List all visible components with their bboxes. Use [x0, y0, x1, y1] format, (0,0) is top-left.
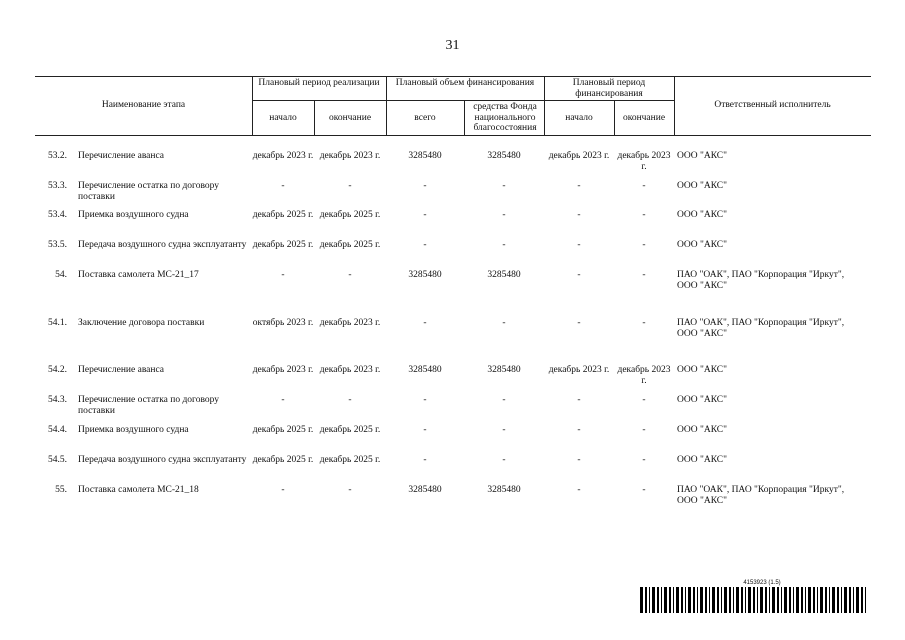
header-volume-group: Плановый объем финансирования: [395, 78, 535, 88]
header-end: окончание: [328, 113, 372, 123]
barcode-icon: [640, 587, 870, 613]
row-stage-name: Приемка воздушного судна: [78, 210, 189, 220]
row-stage-name: Перечисление аванса: [78, 365, 165, 375]
row-stage-name: Передача воздушного судна эксплуатанту: [78, 455, 247, 465]
header-period-group: Плановый период реализации: [258, 78, 380, 88]
row-start: декабрь 2025 г.: [252, 425, 314, 435]
row-number: 54.3.: [48, 395, 67, 405]
row-executor: ООО "АКС": [677, 210, 728, 220]
row-start: декабрь 2025 г.: [252, 455, 314, 465]
row-total: 3285480: [408, 485, 442, 495]
header-top-rule: [35, 76, 871, 77]
row-number: 53.4.: [48, 210, 67, 220]
header-mid-rule: [252, 100, 674, 101]
row-fin-start: -: [577, 485, 581, 495]
row-stage-name: Перечисление остатка по договору поставки: [78, 181, 220, 202]
row-number: 55.: [55, 485, 67, 495]
header-start: начало: [269, 113, 297, 123]
row-executor: ООО "АКС": [677, 181, 728, 191]
row-number: 54.4.: [48, 425, 67, 435]
table-header: [35, 76, 871, 136]
row-total: 3285480: [408, 270, 442, 280]
row-fund: -: [502, 181, 506, 191]
row-fund: -: [502, 240, 506, 250]
row-fin-end: -: [642, 425, 646, 435]
row-stage-name: Передача воздушного судна эксплуатанту: [78, 240, 247, 250]
row-number: 54.2.: [48, 365, 67, 375]
row-fund: 3285480: [487, 485, 521, 495]
row-total: -: [423, 425, 427, 435]
header-fin-end: окончание: [622, 113, 666, 123]
row-total: -: [423, 210, 427, 220]
row-end: декабрь 2025 г.: [319, 425, 381, 435]
row-end: декабрь 2025 г.: [319, 240, 381, 250]
row-number: 54.5.: [48, 455, 67, 465]
row-fin-end: -: [642, 318, 646, 328]
row-executor: ООО "АКС": [677, 425, 728, 435]
row-start: декабрь 2025 г.: [252, 240, 314, 250]
row-start: декабрь 2023 г.: [252, 365, 314, 375]
row-fund: 3285480: [487, 270, 521, 280]
row-end: -: [348, 395, 352, 405]
row-fin-start: -: [577, 270, 581, 280]
row-total: -: [423, 455, 427, 465]
row-fund: -: [502, 395, 506, 405]
row-end: -: [348, 485, 352, 495]
row-fin-end: -: [642, 181, 646, 191]
row-start: -: [281, 485, 285, 495]
row-stage-name: Перечисление остатка по договору поставки: [78, 395, 220, 416]
row-fund: -: [502, 210, 506, 220]
row-stage-name: Заключение договора поставки: [78, 318, 205, 328]
row-executor: ООО "АКС": [677, 151, 728, 161]
page-number: 31: [445, 38, 460, 53]
row-fin-start: -: [577, 395, 581, 405]
row-end: декабрь 2023 г.: [319, 151, 381, 161]
row-executor: ООО "АКС": [677, 365, 728, 375]
row-fin-start: -: [577, 210, 581, 220]
barcode-label: 4153923 (1.5): [743, 580, 781, 586]
row-number: 54.1.: [48, 318, 67, 328]
row-number: 54.: [55, 270, 67, 280]
row-fin-end: декабрь 2023 г.: [617, 365, 671, 386]
row-executor: ООО "АКС": [677, 455, 728, 465]
row-executor: ПАО "ОАК", ПАО "Корпорация "Иркут", ООО "АКС": [677, 318, 845, 339]
row-executor: ООО "АКС": [677, 240, 728, 250]
row-fund: 3285480: [487, 151, 521, 161]
row-fin-end: -: [642, 210, 646, 220]
row-total: -: [423, 395, 427, 405]
row-fin-end: -: [642, 395, 646, 405]
row-fin-start: декабрь 2023 г.: [548, 365, 610, 375]
row-end: декабрь 2023 г.: [319, 318, 381, 328]
row-fin-end: -: [642, 240, 646, 250]
row-fin-end: декабрь 2023 г.: [617, 151, 671, 172]
row-end: декабрь 2025 г.: [319, 455, 381, 465]
row-executor: ПАО "ОАК", ПАО "Корпорация "Иркут", ООО "АКС": [677, 485, 845, 506]
row-end: -: [348, 270, 352, 280]
row-end: декабрь 2025 г.: [319, 210, 381, 220]
row-start: октябрь 2023 г.: [252, 318, 314, 328]
row-end: декабрь 2023 г.: [319, 365, 381, 375]
row-fin-start: -: [577, 455, 581, 465]
row-fund: 3285480: [487, 365, 521, 375]
row-fin-start: -: [577, 181, 581, 191]
row-stage-name: Перечисление аванса: [78, 151, 165, 161]
row-total: -: [423, 318, 427, 328]
header-total: всего: [414, 113, 436, 123]
row-number: 53.5.: [48, 240, 67, 250]
header-financing-period-group: Плановый период финансирования: [572, 78, 646, 99]
row-fin-end: -: [642, 270, 646, 280]
row-fin-end: -: [642, 485, 646, 495]
row-stage-name: Поставка самолета МС-21_17: [78, 270, 199, 280]
header-stage-name: Наименование этапа: [101, 100, 186, 110]
header-bottom-rule: [35, 135, 871, 136]
row-start: -: [281, 395, 285, 405]
row-fin-end: -: [642, 455, 646, 465]
row-fin-start: -: [577, 318, 581, 328]
row-stage-name: Поставка самолета МС-21_18: [78, 485, 199, 495]
header-executor: Ответственный исполнитель: [714, 100, 831, 110]
row-start: -: [281, 181, 285, 191]
row-total: -: [423, 181, 427, 191]
row-end: -: [348, 181, 352, 191]
header-fund: средства Фонда национального благосостояния: [473, 102, 537, 133]
row-fund: -: [502, 425, 506, 435]
row-start: декабрь 2023 г.: [252, 151, 314, 161]
row-total: 3285480: [408, 151, 442, 161]
row-fin-start: декабрь 2023 г.: [548, 151, 610, 161]
row-fund: -: [502, 455, 506, 465]
row-total: 3285480: [408, 365, 442, 375]
col-divider: [464, 100, 465, 136]
row-executor: ПАО "ОАК", ПАО "Корпорация "Иркут", ООО "АКС": [677, 270, 845, 291]
header-fin-start: начало: [565, 113, 593, 123]
row-number: 53.3.: [48, 181, 67, 191]
row-number: 53.2.: [48, 151, 67, 161]
row-executor: ООО "АКС": [677, 395, 728, 405]
row-fin-start: -: [577, 240, 581, 250]
row-fund: -: [502, 318, 506, 328]
row-fin-start: -: [577, 425, 581, 435]
row-total: -: [423, 240, 427, 250]
row-start: декабрь 2025 г.: [252, 210, 314, 220]
row-stage-name: Приемка воздушного судна: [78, 425, 189, 435]
row-start: -: [281, 270, 285, 280]
